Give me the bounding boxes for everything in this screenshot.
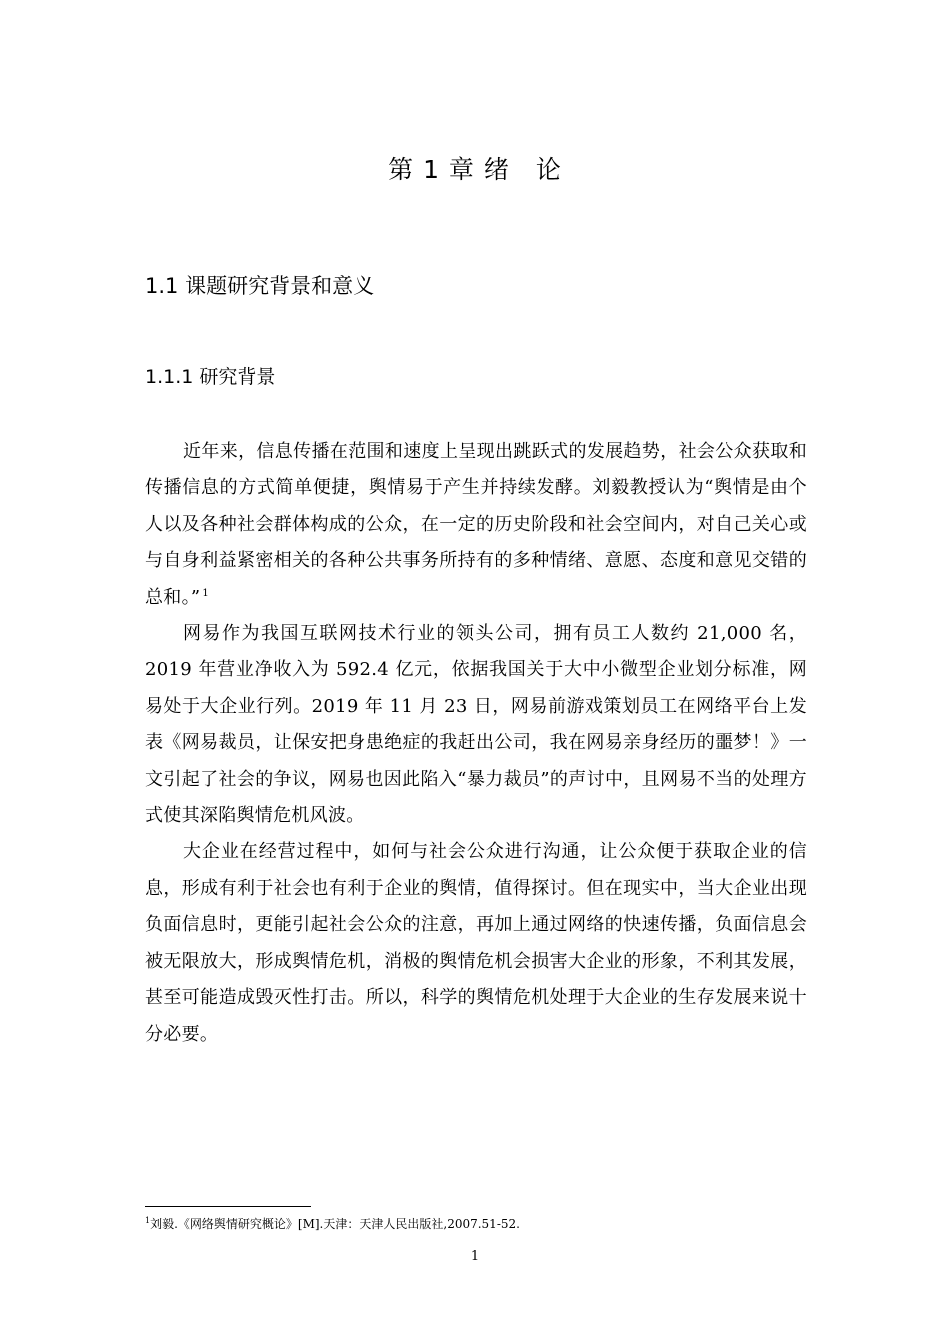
paragraph [145,434,807,616]
chapter-title: 第 1 章 绪 论 [388,155,562,184]
subsection-title: 1.1.1 研究背景 [145,366,276,388]
footnote-separator [145,1206,311,1207]
footnote-text: 刘毅.《网络舆情研究概论》[M].天津：天津人民出版社,2007.51-52. [150,1217,520,1231]
paragraph [145,834,807,1052]
page-number: 1 [470,1249,480,1264]
footnote [145,1212,520,1233]
paragraph-text: 近年来，信息传播在范围和速度上呈现出跳跃式的发展趋势，社会公众获取和传播信息的方式简单便捷，舆情易于产生并持续发酵。刘毅教授认为“舆情是由个人以及各种社会群体构成的公众，在一定的历史阶段和社会空间内，对自己关心或与自身利益紧密相关的各种公共事务所持有的多种情绪、意愿、态度和意见交错的总和。” [145,441,807,608]
paragraph-text: 网易作为我国互联网技术行业的领头公司，拥有员工人数约 21,000 名，2019 年营业净收入为 592.4 亿元，依据我国关于大中小微型企业划分标准，网易处于大企业行列。2019 年 11 月 23 日，网易前游戏策划员工在网络平台上发表《网易裁员，让保安把身患绝症的我赶出公司，我在网易亲身经历的噩梦！》一文引起了社会的争议，网易也因此陷入“暴力裁员”的声讨中，且网易不当的处理方式使其深陷舆情危机风波。 [145,623,807,827]
section-title: 1.1 课题研究背景和意义 [145,274,375,298]
footnote-marker: 1 [145,1216,151,1225]
paragraph [145,616,807,834]
body-text [145,434,807,1053]
paragraph-text: 大企业在经营过程中，如何与社会公众进行沟通，让公众便于获取企业的信息，形成有利于社会也有利于企业的舆情，值得探讨。但在现实中，当大企业出现负面信息时，更能引起社会公众的注意，再加上通过网络的快速传播，负面信息会被无限放大，形成舆情危机，消极的舆情危机会损害大企业的形象，不利其发展，甚至可能造成毁灭性打击。所以，科学的舆情危机处理于大企业的生存发展来说十分必要。 [145,841,807,1045]
footnote-reference[interactable]: 1 [202,587,210,599]
